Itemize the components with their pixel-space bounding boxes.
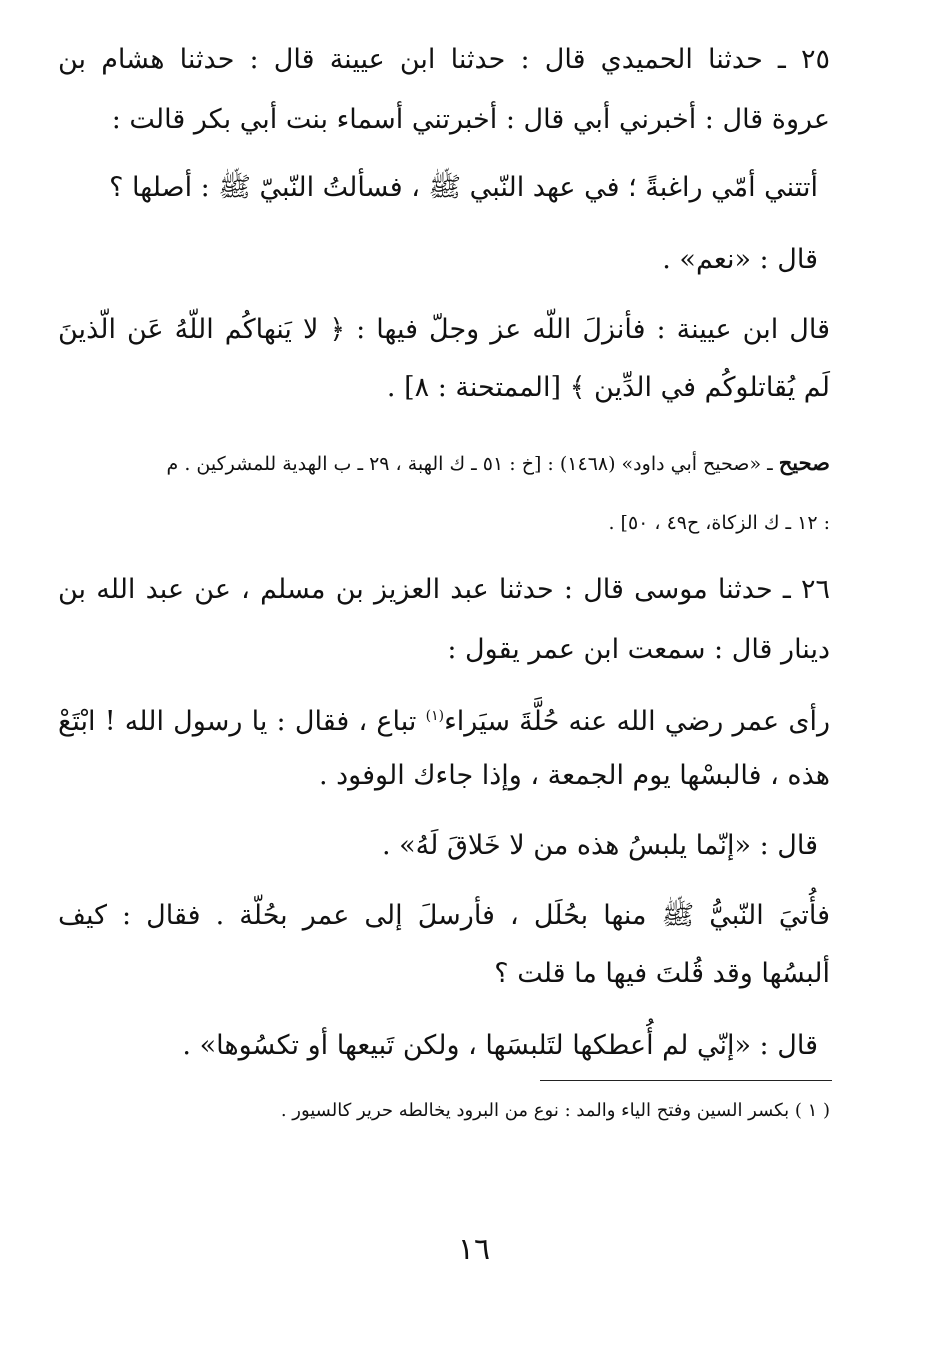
takhrij-line-2: : ١٢ ـ ك الزكاة، ح٤٩ ، ٥٠] . [608, 512, 830, 534]
hadith-26-line-2: دينار قال : سمعت ابن عمر يقول : [447, 634, 830, 665]
hadith-25-line-3: أتتني أمّي راغبةً ؛ في عهد النّبي ﷺ ، فسألتُ النّبيّ ﷺ : أصلها ؟ [109, 172, 818, 203]
hadith-26-line-5: قال : «إنّما يلبسُ هذه من لا خَلاقَ لَهُ» . [381, 830, 818, 861]
hadith-25-line-2: عروة قال : أخبرني أبي قال : أخبرتني أسماء بنت أبي بكر قالت : [111, 104, 830, 135]
hadith-25-line-4: قال : «نعم» . [662, 244, 818, 275]
hadith-25-line-6: لَم يُقاتلوكُم في الدِّين ﴾ [الممتحنة : ٨] . [386, 372, 830, 403]
footnote-marker: (١) [425, 708, 445, 724]
takhrij-line-1 [58, 448, 830, 479]
hadith-26-line-3 [58, 696, 830, 742]
hadith-grade: صحيح [778, 450, 830, 475]
footnote-separator [540, 1080, 832, 1081]
hadith-26-line-4: هذه ، فالبسْها يوم الجمعة ، وإذا جاءك الوفود . [318, 760, 830, 791]
takhrij-line-1-text: ـ «صحيح أبي داود» (١٤٦٨) : [خ : ٥١ ـ ك الهبة ، ٢٩ ـ ب الهدية للمشركين . م [166, 453, 779, 475]
page-number: ١٦ [457, 1232, 491, 1267]
hadith-25-line-5: قال ابن عيينة : فأنزلَ اللّه عز وجلّ فيها : ﴿ لا يَنهاكُم اللّهُ عَن الّذينَ [58, 314, 830, 345]
hadith-25-line-1: ٢٥ ـ حدثنا الحميدي قال : حدثنا ابن عيينة قال : حدثنا هشام بن [58, 44, 830, 75]
hadith-26-line-6: فأُتيَ النّبيُّ ﷺ منها بحُلَل ، فأرسلَ إلى عمر بحُلّة . فقال : كيف [58, 900, 830, 931]
hadith-26-line-3-end: تباع ، فقال : يا رسول الله ! ابْتَعْ [58, 706, 426, 737]
footnote: ( ١ ) بكسر السين وفتح الياء والمد : نوع من البرود يخالطه حرير كالسيور . [280, 1100, 830, 1121]
hadith-26-line-3-start: رأى عمر رضي الله عنه حُلَّةَ سيَراء [444, 706, 830, 737]
hadith-26-line-7: ألبسُها وقد قُلتَ فيها ما قلت ؟ [494, 958, 830, 989]
hadith-26-line-8: قال : «إنّي لم أُعطكها لتَلبسَها ، ولكن تَبيعها أو تكسُوها» . [182, 1030, 818, 1061]
hadith-26-line-1: ٢٦ ـ حدثنا موسى قال : حدثنا عبد العزيز بن مسلم ، عن عبد الله بن [58, 574, 830, 605]
